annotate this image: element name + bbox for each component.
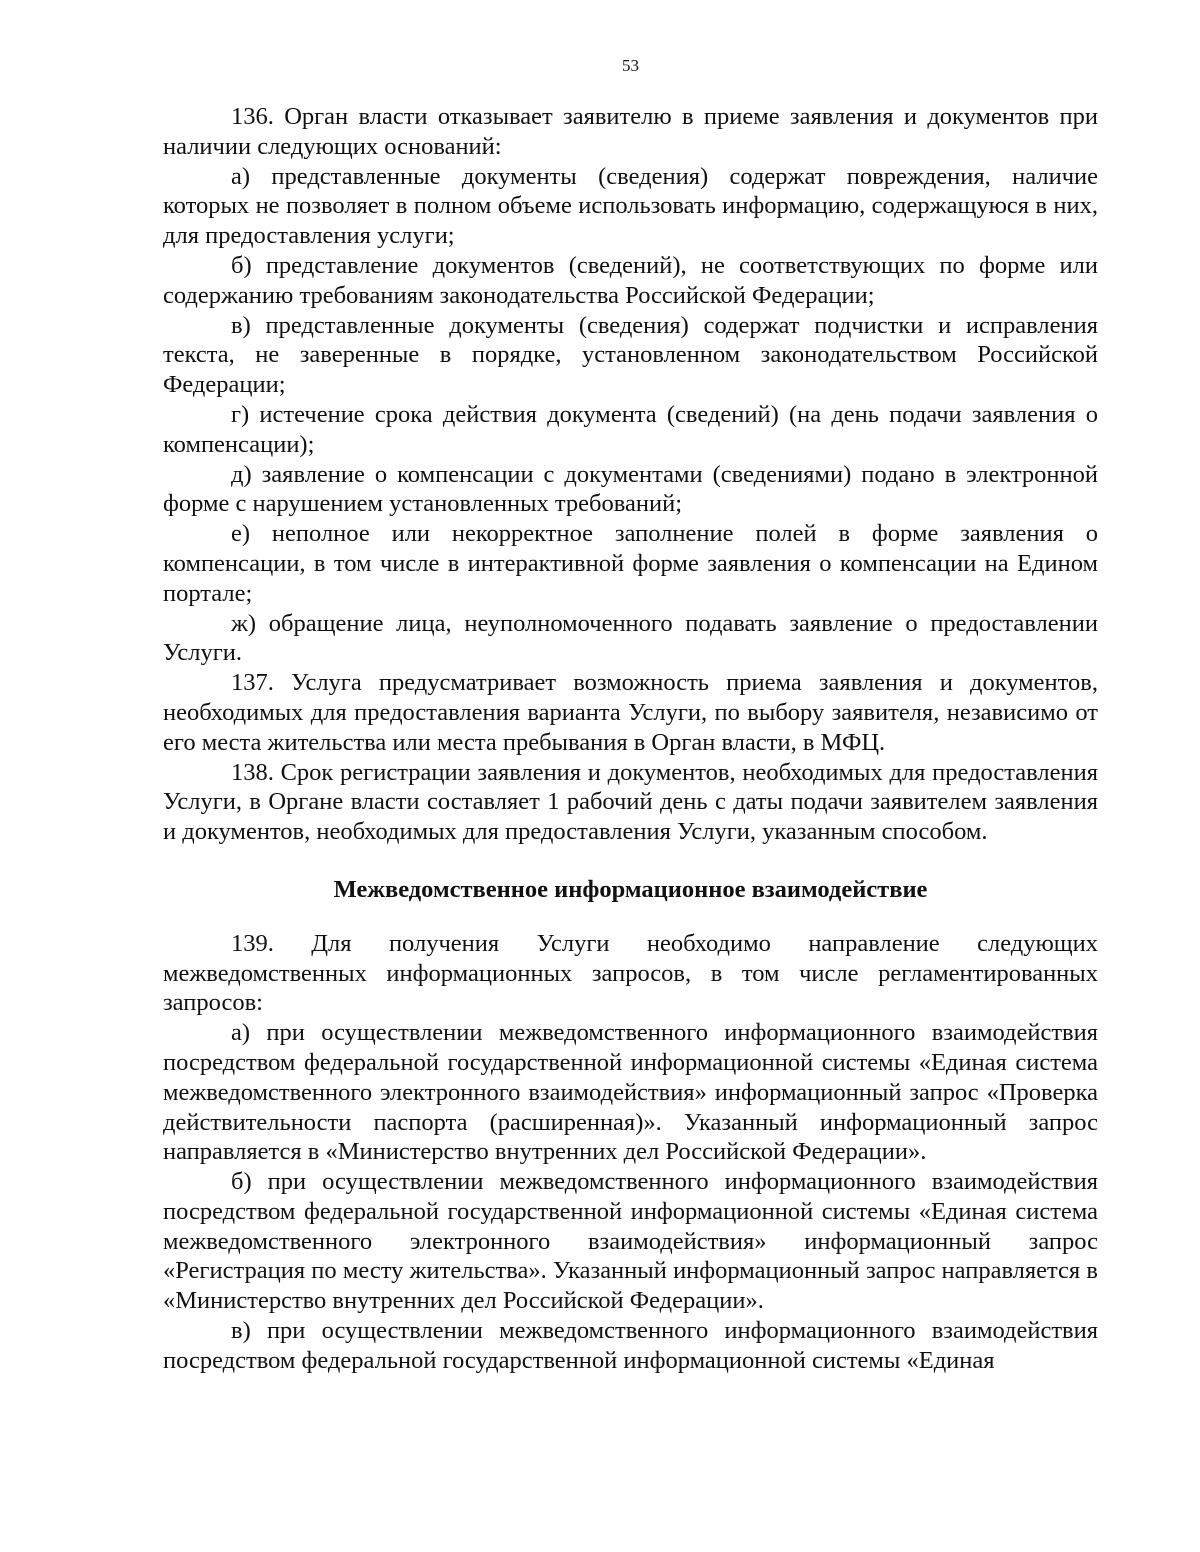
list-item-a: а) представленные документы (сведения) содержат повреждения, наличие которых не позволяет в полном объеме использовать информацию, содержащуюся в них, для предоставления услуги; (163, 162, 1098, 250)
list-item-b: б) представление документов (сведений), не соответствующих по форме или содержанию требованиям законодательства Российской Федерации; (163, 251, 1098, 309)
paragraph-136: 136. Орган власти отказывает заявителю в приеме заявления и документов при наличии следующих оснований: (163, 103, 1098, 160)
list-item-v: в) представленные документы (сведения) содержат подчистки и исправления текста, не заверенные в порядке, установленном законодательством Российской Федерации; (163, 311, 1098, 399)
paragraph-138: 138. Срок регистрации заявления и документов, необходимых для предоставления Услуги, в Органе власти составляет 1 рабочий день с даты подачи заявителем заявления и документов, необходимых для предоставления Услуги, указанным способом. (163, 758, 1098, 846)
paragraph-137: 137. Услуга предусматривает возможность приема заявления и документов, необходимых для предоставления варианта Услуги, по выбору заявителя, независимо от его места жительства или места пребывания в Орган власти, в МФЦ. (163, 669, 1098, 756)
section-heading: Межведомственное информационное взаимодействие (333, 875, 928, 903)
page-number: 53 (622, 56, 639, 75)
list-item-b-139: б) при осуществлении межведомственного информационного взаимодействия посредством федеральной государственной информационной системы «Единая система межведомственного электронного взаимодействия» информационный запрос «Регистрация по месту жительства». Указанный информационный запрос направляется в «Министерство внутренних дел Российской Федерации». (163, 1168, 1098, 1315)
document-page (163, 56, 1098, 1376)
paragraph-139: 139. Для получения Услуги необходимо направление следующих межведомственных информационных запросов, в том числе регламентированных запросов: (163, 929, 1098, 1017)
list-item-g: г) истечение срока действия документа (сведений) (на день подачи заявления о компенсации); (163, 400, 1098, 458)
list-item-d: д) заявление о компенсации с документами (сведениями) подано в электронной форме с нарушением установленных требований; (163, 460, 1098, 518)
list-item-e: е) неполное или некорректное заполнение полей в форме заявления о компенсации, в том числе в интерактивной форме заявления о компенсации на Едином портале; (163, 520, 1098, 607)
list-item-zh: ж) обращение лица, неуполномоченного подавать заявление о предоставлении Услуги. (163, 609, 1098, 667)
list-item-a-139: а) при осуществлении межведомственного информационного взаимодействия посредством федеральной государственной информационной системы «Единая система межведомственного электронного взаимодействия» информационный запрос «Проверка действительности паспорта (расширенная)». Указанный информационный запрос направляется в «Министерство внутренних дел Российской Федерации». (163, 1019, 1098, 1166)
list-item-v-139: в) при осуществлении межведомственного информационного взаимодействия посредством федеральной государственной информационной системы «Единая (163, 1317, 1098, 1374)
